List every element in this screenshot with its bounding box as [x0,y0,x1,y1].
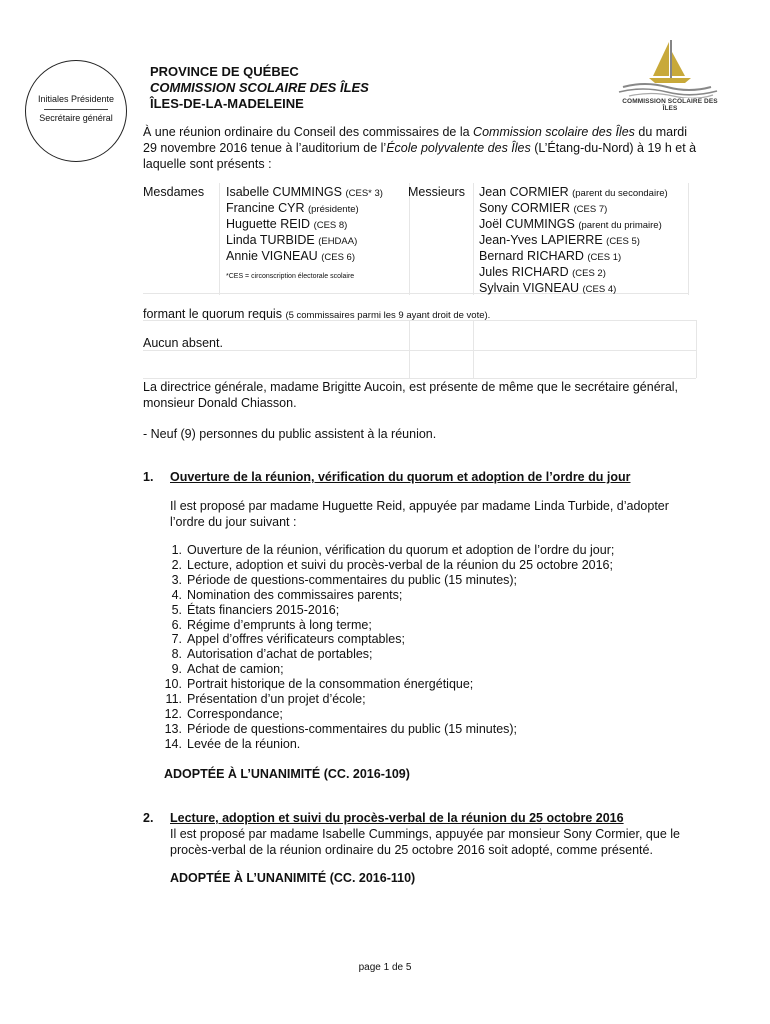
section1-adopted: ADOPTÉE À L’UNANIMITÉ (CC. 2016-109) [164,767,410,781]
intro-part3: (L’Étang-du-Nord) à 19 h et à laquelle sont présents : [143,141,697,171]
agenda-number: 9. [171,662,182,677]
agenda-text: Achat de camion; [187,662,284,677]
agenda-number: 10. [164,677,182,692]
agenda-number: 14. [164,736,182,751]
member-name: Francine CYR [226,201,305,215]
directrice-paragraph: La directrice générale, madame Brigitte Aucoin, est présente de même que le secrétaire général, monsieur Donald Chiasson. [143,380,679,410]
agenda-number: 4. [171,587,182,602]
agenda-text: Période de questions-commentaires du public (15 minutes); [187,721,518,736]
women-list [226,185,383,284]
section1-number: 1. [143,470,154,484]
member-note: (CES 5) [606,236,640,247]
page-number: page 1 de 5 [358,962,412,973]
member-row [226,217,383,233]
attendance-table [143,183,696,295]
agenda-text: Ouverture de la réunion, vérification du quorum et adoption de l’ordre du jour; [187,543,615,557]
member-note: (présidente) [307,204,359,215]
agenda-item [160,677,614,692]
intro-paragraph [143,124,698,172]
quorum-note: (5 commissaires parmi les 9 ayant droit de vote). [285,310,491,321]
mesdames-label: Mesdames [143,185,205,199]
messieurs-label: Messieurs [408,185,465,199]
agenda-item [160,558,614,573]
member-note: (CES 6) [321,252,355,263]
member-note: (CES 1) [587,252,622,263]
agenda-number: 7. [171,632,182,647]
agenda-item [160,722,614,737]
agenda-text: Régime d’emprunts à long terme; [187,617,372,632]
agenda-item [160,647,614,662]
agenda-item [160,618,614,633]
agenda-text: Lecture, adoption et suivi du procès-verbal de la réunion du 25 octobre 2016; [187,557,613,572]
agenda-item [160,603,614,618]
member-row [479,201,668,217]
member-row [479,281,668,297]
absent-table [143,320,696,380]
member-row [226,249,383,265]
member-note: (EHDAA) [318,236,358,247]
member-row [226,185,383,201]
ces-footnote: *CES = circonscription électorale scolaire [226,273,355,280]
header-province: PROVINCE DE QUÉBEC [150,64,299,79]
document-header [150,64,369,112]
member-name: Jules RICHARD [479,265,569,279]
agenda-item [160,692,614,707]
intro-school: École polyvalente des Îles [386,141,531,155]
agenda-text: Correspondance; [187,706,283,721]
section2-number: 2. [143,811,154,825]
section2-adopted: ADOPTÉE À L’UNANIMITÉ (CC. 2016-110) [170,871,416,885]
member-row [479,249,668,265]
agenda-number: 6. [171,617,182,632]
member-row [226,233,383,249]
header-commission: COMMISSION SCOLAIRE DES ÎLES [150,80,369,95]
signature-line [44,109,108,110]
agenda-number: 11. [165,692,182,707]
initials-label: Initiales Présidente [37,94,115,104]
agenda-number: 5. [171,602,182,617]
member-note: (CES* 3) [345,188,383,199]
member-note: (CES 2) [572,268,606,279]
agenda-text: Nomination des commissaires parents; [187,587,403,602]
initials-stamp [25,60,127,162]
member-name: Sylvain VIGNEAU [479,281,580,295]
agenda-item [160,543,614,558]
member-name: Bernard RICHARD [479,249,584,263]
agenda-item [160,588,614,603]
member-row [226,201,383,217]
member-row [479,185,668,201]
member-name: Joël CUMMINGS [479,217,575,231]
logo-text: COMMISSION SCOLAIRE DES ÎLES [622,98,718,112]
agenda-item [160,662,614,677]
men-list [479,185,668,297]
agenda-text: Période de questions-commentaires du public (15 minutes); [187,572,518,587]
agenda-number: 3. [171,572,182,587]
section1-title: Ouverture de la réunion, vérification du quorum et adoption de l’ordre du jour [170,470,631,484]
agenda-number: 1. [171,543,182,557]
member-row [479,265,668,281]
agenda-item [160,632,614,647]
agenda-number: 2. [171,557,182,572]
intro-part2: du mardi 29 novembre 2016 tenue à l’auditorium de l’ [143,125,688,155]
agenda-number: 13. [164,721,182,736]
member-name: Annie VIGNEAU [226,249,318,263]
header-location: ÎLES-DE-LA-MADELEINE [150,96,304,111]
agenda-number: 8. [171,647,182,662]
sailboat-logo-icon [615,38,725,98]
member-row [479,217,668,233]
agenda-text: Présentation d’un projet d’école; [187,692,366,707]
member-name: Linda TURBIDE [226,233,315,247]
agenda-text: Portrait historique de la consommation énergétique; [187,677,474,692]
agenda-text: Appel d’offres vérificateurs comptables; [187,632,405,647]
agenda-item [160,707,614,722]
agenda-text: États financiers 2015-2016; [187,602,340,617]
section2-proposal: Il est proposé par madame Isabelle Cummings, appuyée par monsieur Sony Cormier, que le procès-verbal de la réunion ordinaire du 25 octobre 2016 soit adopté, comme présenté. [170,827,680,857]
secretary-label: Secrétaire général [39,113,113,123]
section1-proposal: Il est proposé par madame Huguette Reid, appuyée par madame Linda Turbide, d’adopter l’ordre du jour suivant : [170,499,669,529]
agenda-text: Autorisation d’achat de portables; [187,647,373,662]
member-name: Huguette REID [226,217,311,231]
agenda-item [160,573,614,588]
member-note: (parent du primaire) [578,220,662,231]
member-note: (parent du secondaire) [572,188,668,199]
intro-org: Commission scolaire des Îles [473,125,635,139]
agenda-list [160,543,614,752]
quorum-text: formant le quorum requis [143,307,286,321]
member-name: Jean-Yves LAPIERRE [479,233,603,247]
member-note: (CES 4) [582,284,617,295]
agenda-item [160,737,614,752]
absent-text: Aucun absent. [143,336,223,350]
section2-title: Lecture, adoption et suivi du procès-verbal de la réunion du 25 octobre 2016 [170,811,624,825]
agenda-number: 12. [164,706,182,721]
commission-logo [615,38,725,110]
intro-part1: À une réunion ordinaire du Conseil des commissaires de la [143,125,474,139]
member-name: Isabelle CUMMINGS [226,185,342,199]
public-paragraph: - Neuf (9) personnes du public assistent à la réunion. [143,427,437,441]
agenda-text: Levée de la réunion. [187,736,301,751]
member-row [479,233,668,249]
member-note: (CES 7) [573,204,608,215]
member-note: (CES 8) [313,220,348,231]
member-name: Sony CORMIER [479,201,570,215]
member-name: Jean CORMIER [479,185,569,199]
